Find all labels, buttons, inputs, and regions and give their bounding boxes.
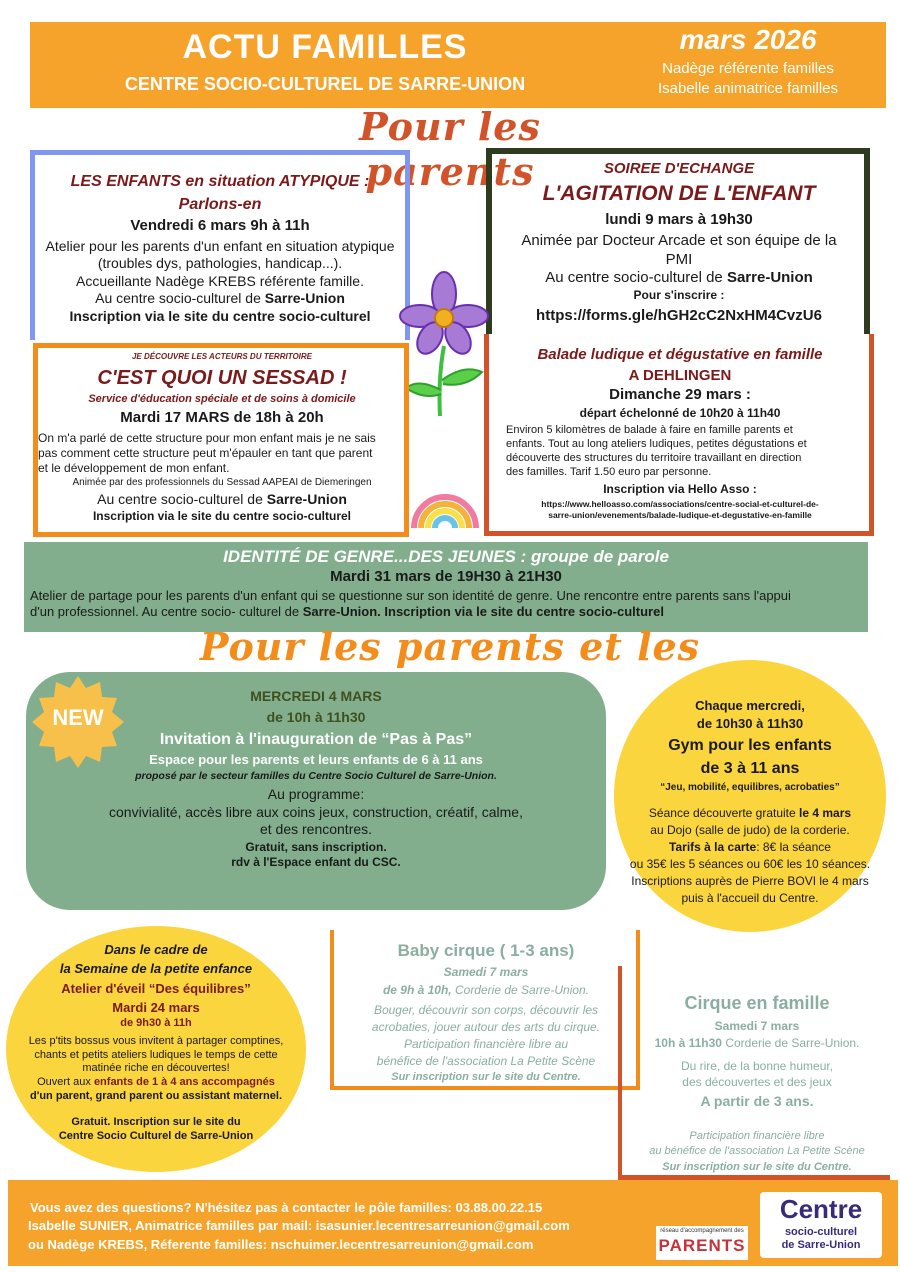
event-desc-2: des découvertes et des jeux: [682, 1074, 832, 1089]
event-tarif-2: ou 35€ les 5 séances ou 60€ les 10 séances.: [629, 857, 871, 871]
event-desc-2: (troubles dys, pathologies, handicap...).: [97, 255, 343, 272]
event-age: A partir de 3 ans.: [700, 1092, 814, 1109]
footer-phone: Vous avez des questions? N'hésitez pas à contacter le pôle familles: 03.88.00.22.15: [30, 1200, 543, 1215]
event-inscription: Inscriptions auprès de Pierre BOVI le 4 mars: [631, 874, 869, 888]
event-desc-2: pas comment cette structure peut m'épauler en tant que parent: [38, 445, 373, 460]
event-place: A DEHLINGEN: [628, 366, 732, 384]
event-title: Invitation à l'inauguration de “Pas à Pas”: [159, 731, 473, 748]
event-depart: départ échelonné de 10h20 à 11h40: [579, 406, 781, 421]
event-inscription-2: puis à l'accueil du Centre.: [681, 891, 819, 905]
event-context-2: la Semaine de la petite enfance: [59, 961, 253, 977]
referent-nadege: Nadège référente familles: [662, 60, 834, 77]
event-title: Cirque en famille: [684, 993, 830, 1013]
event-inscription: Sur inscription sur le site du Centre.: [391, 1071, 581, 1084]
event-title-2: Parlons-en: [178, 196, 262, 213]
centre-logo-town: de Sarre-Union: [781, 1239, 861, 1251]
event-desc-3: Participation financière libre: [689, 1130, 825, 1142]
event-desc-4: des familles. Tarif 1.50 euro par personne.: [506, 465, 712, 478]
event-time: de 9h à 10h,: [382, 983, 452, 998]
event-inscription: Sur inscription sur le site du Centre.: [662, 1160, 852, 1173]
event-desc-1: On m'a parlé de cette structure pour mon enfant mais je ne sais: [38, 430, 376, 445]
parents-network-caption: réseau d'accompagnement des: [660, 1228, 744, 1234]
event-desc-1: Environ 5 kilomètres de balade à faire en famille parents et: [506, 424, 793, 437]
event-title: IDENTITÉ DE GENRE...DES JEUNES : groupe de parole: [223, 547, 669, 566]
event-tarif-label: Tarifs à la carte: [669, 840, 757, 854]
event-title: Gym pour les enfants: [668, 736, 832, 754]
event-place: Corderie de Sarre-Union.: [721, 1035, 860, 1050]
event-rdv: rdv à l'Espace enfant du CSC.: [231, 854, 401, 869]
event-date: lundi 9 mars à 19h30: [605, 211, 753, 228]
event-title: Baby cirque ( 1-3 ans): [397, 941, 575, 960]
event-desc-2: au Dojo (salle de judo) de la corderie.: [650, 823, 850, 837]
referent-isabelle: Isabelle animatrice familles: [657, 80, 839, 97]
event-balade: [492, 346, 868, 521]
event-desc-3: Participation financière libre au: [403, 1037, 569, 1052]
event-context: Dans le cadre de: [104, 942, 208, 957]
event-organizer: proposé par le secteur familles du Centre Socio Culturel de Sarre-Union.: [135, 770, 497, 783]
newsletter-title: ACTU FAMILLES: [182, 28, 468, 66]
event-inscription: Sarre-Union. Inscription via le site du centre socio-culturel: [302, 604, 664, 620]
event-time: de 10h30 à 11h30: [696, 716, 804, 732]
event-gym: [614, 660, 886, 932]
event-free: Gratuit, sans inscription.: [245, 839, 387, 854]
header-banner: [30, 22, 886, 108]
centre-logo-sub: socio-culturel: [784, 1226, 858, 1238]
event-atypique: [34, 172, 406, 325]
event-day: MERCREDI 4 MARS: [250, 688, 382, 704]
event-inscription: Gratuit. Inscription sur le site du: [71, 1115, 241, 1128]
event-desc-2: PMI: [665, 250, 693, 268]
event-date: Mardi 17 MARS de 18h à 20h: [120, 408, 324, 426]
event-place-town: Sarre-Union: [726, 269, 813, 287]
event-desc-4: Animée par des professionnels du Sessad AAPEAI de Diemeringen: [72, 476, 372, 488]
event-place: Au centre socio-culturel de: [97, 491, 267, 507]
event-audience-age: enfants de 1 à 4 ans accompagnés: [93, 1076, 275, 1088]
event-program-1: convivialité, accès libre aux coins jeux, construction, créatif, calme,: [109, 803, 523, 820]
event-date: Mardi 24 mars: [112, 999, 200, 1015]
event-program-label: Au programme:: [267, 786, 365, 803]
event-link-1[interactable]: https://www.helloasso.com/associations/centre-social-et-culturel-de-: [541, 499, 819, 510]
event-date: Samedi 7 mars: [443, 965, 529, 980]
event-sessad: [38, 352, 406, 524]
event-date: Samedi 7 mars: [714, 1018, 800, 1033]
event-desc-4: bénéfice de l'association La Petite Scène: [376, 1054, 596, 1069]
event-desc-3: Accueillante Nadège KREBS référente famille.: [76, 272, 364, 289]
event-desc-1: Animée par Docteur Arcade et son équipe de la: [521, 231, 837, 249]
event-kicker: JE DÉCOUVRE LES ACTEURS DU TERRITOIRE: [131, 352, 313, 361]
event-inscription-link[interactable]: https://forms.gle/hGH2cC2NxHM4CvzU6: [536, 307, 822, 324]
footer-email-nadege[interactable]: ou Nadège KREBS, Réferente familles: nschuimer.lecentresarreunion@gmail.com: [28, 1236, 534, 1252]
event-audience: Ouvert aux: [37, 1076, 94, 1088]
parents-network-wordmark: PARENTS: [658, 1236, 746, 1255]
event-genre: [24, 542, 868, 632]
event-subtitle: Espace pour les parents et leurs enfants de 6 à 11 ans: [149, 752, 483, 767]
event-desc-2: chants et petits ateliers ludiques le temps de cette: [34, 1048, 278, 1061]
event-title: C'EST QUOI UN SESSAD !: [97, 367, 347, 389]
event-inscription: Inscription via Hello Asso :: [603, 482, 757, 497]
flower-illustration: [398, 268, 490, 418]
event-place: Au centre socio-culturel de: [545, 269, 727, 287]
event-inscription: Inscription via le site du centre socio-culturel: [92, 508, 352, 523]
section-title-parents-enfants: Pour les parents et les: [199, 624, 701, 669]
event-title: Balade ludique et dégustative en famille: [537, 346, 823, 363]
event-eveil: [6, 926, 306, 1172]
event-inscription-label: Pour s'inscrire :: [633, 288, 725, 302]
event-inscription-2: Centre Socio Culturel de Sarre-Union: [58, 1130, 254, 1143]
event-tagline: “Jeu, mobilité, equilibres, acrobaties”: [660, 781, 840, 793]
event-time: 10h à 11h30: [654, 1035, 722, 1050]
event-link-2[interactable]: sarre-union/evenements/balade-ludique-et-degustative-en-famille: [548, 509, 812, 520]
event-kicker: SOIREE D'ECHANGE: [603, 160, 755, 177]
event-desc-1: Bouger, découvrir son corps, découvrir les: [373, 1003, 599, 1018]
event-place: Au centre socio-culturel de: [95, 290, 265, 307]
event-desc-1: Les p'tits bossus vous invitent à partager comptines,: [28, 1034, 284, 1047]
event-age: de 3 à 11 ans: [700, 759, 800, 777]
footer-email-isabelle[interactable]: Isabelle SUNIER, Animatrice familles par mail: isasunier.lecentresarreunion@gmail.com: [28, 1218, 570, 1234]
event-place: Corderie de Sarre-Union.: [451, 983, 590, 998]
event-title: L'AGITATION DE L'ENFANT: [542, 181, 816, 205]
newsletter-subtitle: CENTRE SOCIO-CULTUREL DE SARRE-UNION: [124, 74, 526, 94]
event-program-2: et des rencontres.: [259, 821, 373, 838]
new-badge-label: NEW: [52, 705, 104, 730]
event-date: Mardi 31 mars de 19H30 à 21H30: [330, 568, 562, 586]
event-place-town: Sarre-Union: [266, 491, 347, 507]
centre-logo-word: Centre: [779, 1194, 863, 1224]
event-desc-2: enfants. Tout au long ateliers ludiques, petites dégustations et: [506, 438, 807, 450]
event-audience-2: d'un parent, grand parent ou assistant maternel.: [30, 1089, 282, 1102]
event-desc-4: au bénéfice de l'association La Petite Scène: [649, 1144, 865, 1157]
event-desc-3: et le développement de mon enfant.: [38, 460, 230, 475]
event-desc-1: Du rire, de la bonne humeur,: [680, 1058, 834, 1073]
event-desc-1-date: le 4 mars: [799, 806, 852, 820]
event-tarif: : 8€ la séance: [756, 840, 831, 854]
event-desc-2: d'un professionnel. Au centre socio- culturel de: [30, 604, 303, 620]
event-desc-2: acrobaties, jouer autour des arts du cirque.: [371, 1020, 601, 1035]
event-title: Atelier d'éveil “Des équilibres”: [61, 980, 251, 996]
rainbow-illustration: [408, 470, 482, 530]
parents-network-logo: [656, 1226, 748, 1260]
section-title-parents: Pour les parents: [359, 104, 541, 194]
centre-logo: [760, 1192, 882, 1258]
event-date: Vendredi 6 mars 9h à 11h: [130, 217, 310, 234]
event-time: de 10h à 11h30: [266, 708, 366, 725]
event-day: Chaque mercredi,: [695, 698, 805, 713]
event-title: LES ENFANTS en situation ATYPIQUE :: [70, 173, 370, 190]
event-date: Dimanche 29 mars :: [609, 385, 751, 403]
event-time: de 9h30 à 11h: [120, 1017, 192, 1029]
event-place-town: Sarre-Union: [264, 290, 345, 307]
event-cirque-famille: [624, 992, 890, 1174]
event-soiree: [494, 160, 864, 326]
newsletter-month: mars 2026: [679, 24, 817, 55]
event-desc-1: Atelier pour les parents d'un enfant en situation atypique: [45, 237, 395, 254]
event-desc-1: Séance découverte gratuite: [648, 806, 800, 820]
event-desc-3: matinée riche en découvertes!: [82, 1062, 230, 1075]
event-desc-1: Atelier de partage pour les parents d'un enfant qui se questionne sur son identité de genre. Une rencontre entre parents sans l'appui: [30, 588, 791, 603]
event-subtitle: Service d'éducation spéciale et de soins à domicile: [88, 393, 356, 405]
event-inscription: Inscription via le site du centre socio-culturel: [69, 307, 371, 324]
event-baby-cirque: [336, 940, 636, 1085]
event-desc-3: découverte des structures du territoire travaillant en direction: [506, 451, 802, 464]
